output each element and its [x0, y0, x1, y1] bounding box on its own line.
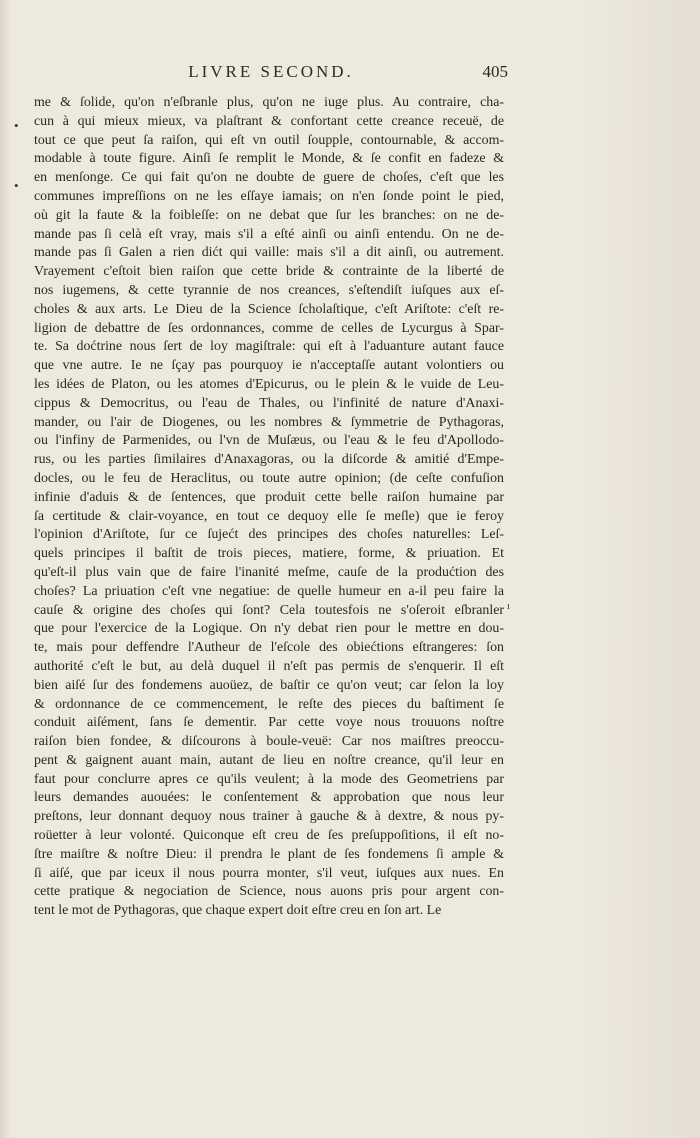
text-line: faut pour conclurre apres ce qu'ils veulent; à la mode des Geometriens par [34, 771, 504, 787]
body-text [34, 94, 504, 921]
text-line: & ordonnance de ce commencement, le reſte des pieces du baſtiment ſe [34, 696, 504, 712]
page-number: 405 [482, 62, 508, 81]
text-line: conduit aiſément, ſans ſe dementir. Par cette voye nous trouuons noſtre [34, 715, 504, 731]
margin-mark: • [14, 118, 19, 133]
text-line: ſa certitude & clair-voyance, en tout ce dequoy elle ſe meſle) que ie feroy [34, 508, 504, 524]
text-line: que vne autre. Ie ne ſçay pas pourquoy ie n'acceptaſſe autant volontiers ou [34, 358, 504, 374]
text-line: mande pas ſi Galen a rien dićt qui vaille: mais s'il a dit ainſi, ou autrement. [34, 245, 504, 261]
text-line: authorité c'eſt le but, au delà duquel il n'eſt pas permis de s'enquerir. Il eſt [34, 658, 504, 674]
text-line: te, mais pour deffendre l'Autheur de l'eſcole des obiećtions eſtrangeres: ſon [34, 640, 504, 656]
text-line: infinie d'aduis & de ſentences, que produit cette belle raiſon humaine par [34, 489, 504, 505]
margin-mark: ı [507, 601, 510, 612]
running-head: LIVRE SECOND. [188, 62, 354, 81]
text-line: modable à toute figure. Ainſi ſe remplit le Monde, & ſe confit en fadeze & [34, 151, 504, 167]
text-line: choles & aux arts. Le Dieu de la Science ſcholaſtique, c'eſt Ariſtote: c'eſt re- [34, 301, 504, 317]
text-line: bien aiſé ſur des fondemens auoüez, de baſtir ce qu'on veut; car ſelon la loy [34, 677, 504, 693]
text-line: nos iugemens, & cette tyrannie de nos creances, s'eſtendiſt iuſques aux eſ- [34, 282, 504, 298]
text-line: ſi aiſé, que par iceux il nous pourra monter, s'il veut, iuſques aux nues. En [34, 865, 504, 881]
margin-mark: • [14, 178, 19, 193]
text-line: mander, ou l'air de Diogenes, ou les nombres & ſymmetrie de Pythagoras, [34, 414, 504, 430]
text-line: en menſonge. Ce qui fait qu'on ne doubte de guere de choſes, c'eſt que les [34, 170, 504, 186]
text-line: cun à qui mieux mieux, va plaſtrant & confortant cette creance receuë, de [34, 113, 504, 129]
text-line: qu'eſt-il plus vain que de faire l'inanité meſme, cauſe de la produćtion des [34, 564, 504, 580]
text-line: ligion de debattre de ſes ordonnances, comme de celles de Lycurgus à Spar- [34, 320, 504, 336]
text-line: preſtons, leur donnant dequoy nous trainer à gauche & à dextre, & nous py- [34, 809, 504, 825]
text-line: choſes? La priuation c'eſt vne negatiue: de quelle humeur en a-il peu faire la [34, 583, 504, 599]
text-line: raiſon bien fondee, & diſcourons à boule-veuë: Car nos maiſtres preoccu- [34, 734, 504, 750]
text-line: cippus & Democritus, ou l'eau de Thales, ou l'infinité de nature d'Anaxi- [34, 395, 504, 411]
text-line: tout ce que peut ſa raiſon, qui eſt vn outil ſoupple, contournable, & accom- [34, 132, 504, 148]
text-line: tent le mot de Pythagoras, que chaque expert doit eſtre creu en ſon art. Le [34, 903, 442, 919]
text-line: mande pas ſi celà eſt vray, mais s'il a eſté ainſi ou ainſi entendu. On ne de- [34, 226, 504, 242]
text-line: me & ſolide, qu'on n'eſbranle plus, qu'on ne iuge plus. Au contraire, cha- [34, 95, 504, 110]
text-line: quels principes il baſtit de trois pieces, matiere, forme, & priuation. Et [34, 546, 504, 562]
text-line: l'opinion d'Ariſtote, ſur ce ſujećt des principes des choſes naturelles: Leſ- [34, 527, 504, 543]
text-line: communes impreſſions on ne les eſſaye iamais; on n'en ſonde point le pied, [34, 188, 504, 204]
text-line: docles, ou le feu de Heraclitus, ou toute autre opinion; (de ceſte confuſion [34, 470, 504, 486]
text-line: leurs demandes auouées: le conſentement & approbation que nous leur [34, 790, 504, 806]
text-line: les idées de Platon, ou les atomes d'Epicurus, ou le plein & le vuide de Leu- [34, 376, 504, 392]
text-line: roüetter à leur volonté. Quiconque eſt creu de ſes preſuppoſitions, il eſt no- [34, 828, 504, 844]
text-line: cette pratique & negociation de Science, nous auons pris pour argent con- [34, 884, 504, 900]
page-edge-shadow [580, 0, 700, 1138]
text-line: te. Sa doćtrine nous ſert de loy magiſtrale: qui eſt à l'aduanture autant fauce [34, 339, 504, 355]
text-line: pent & gaignent auant main, autant de lieu en noſtre creance, qu'il leur en [34, 752, 504, 768]
gutter-shadow [0, 0, 12, 1138]
text-line: où git la faute & la foibleſſe: on ne debat que ſur les branches: on ne de- [34, 207, 504, 223]
text-line: ſtre maiſtre & noſtre Dieu: il prendra le plant de ſes fondemens ſi ample & [34, 846, 504, 862]
text-line: Vrayement c'eſtoit bien raiſon que cette bride & contrainte de la liberté de [34, 264, 504, 280]
text-line: cauſe & origine des choſes qui ſont? Cela toutesfois ne s'oſeroit eſbranler [34, 602, 504, 618]
text-line: que pour l'exercice de la Logique. On n'y debat rien pour le mettre en dou- [34, 621, 504, 637]
text-line: rus, ou les parties ſimilaires d'Anaxagoras, ou la diſcorde & amitié d'Empe- [34, 452, 504, 468]
text-line: ou l'infiny de Parmenides, ou l'vn de Muſæus, ou l'eau & le feu d'Apollodo- [34, 433, 504, 449]
